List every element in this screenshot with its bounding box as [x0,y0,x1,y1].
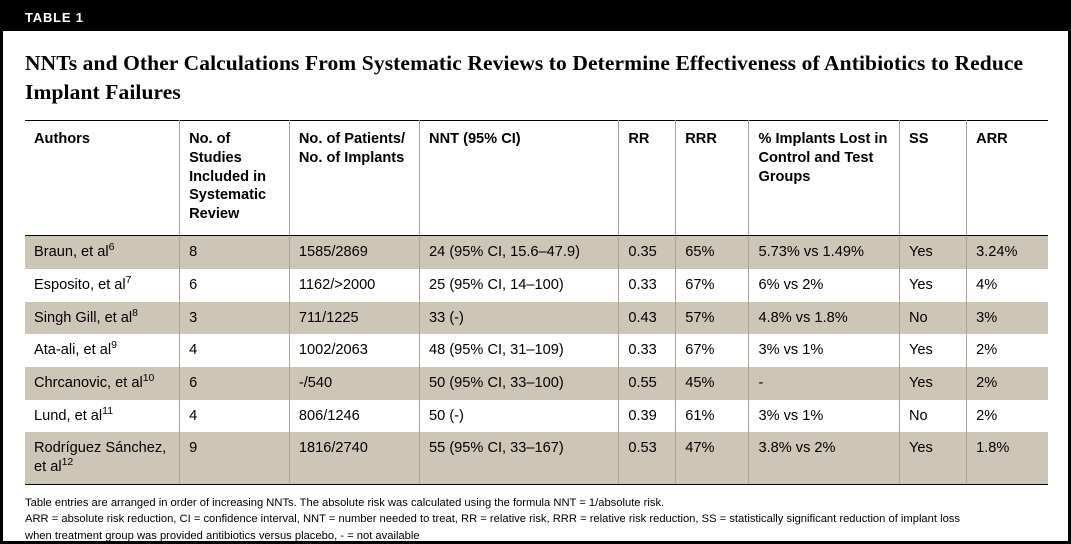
cell-studies: 6 [180,269,290,302]
cell-rrr: 45% [676,367,749,400]
cell-arr: 3.24% [967,236,1048,269]
cell-rr: 0.33 [619,269,676,302]
cell-patients: 1816/2740 [289,432,419,484]
reference-marker: 11 [102,404,114,417]
cell-patients: 1162/>2000 [289,269,419,302]
table-row [25,302,1048,335]
cell-implants: 6% vs 2% [749,269,900,302]
cell-rr: 0.53 [619,432,676,484]
reference-marker: 10 [142,372,155,385]
cell-ss: No [899,302,966,335]
table-banner [3,3,1068,31]
cell-ss: No [899,400,966,433]
cell-author: Ata-ali, et $al^9$ [25,334,180,367]
cell-nnt: 50 (-) [420,400,619,433]
cell-arr: 1.8% [967,432,1048,484]
cell-patients: 1002/2063 [289,334,419,367]
cell-patients: -/540 [289,367,419,400]
column-header-nnt: NNT (95% CI) [420,121,619,236]
cell-rrr: 47% [676,432,749,484]
table-row [25,367,1048,400]
reference-marker: 7 [125,274,132,286]
cell-implants: 3% vs 1% [749,334,900,367]
cell-studies: 8 [180,236,290,269]
table-row [25,432,1048,484]
footnote-line: ARR = absolute risk reduction, CI = confidence interval, NNT = number needed to treat, RR = relative risk, RRR = relative risk reduction, SS = statistically significant reduction of implant loss [25,513,960,526]
cell-studies: 4 [180,334,290,367]
column-header-studies: No. of Studies Included in Systematic Review [180,121,290,236]
column-header-patients: No. of Patients/ No. of Implants [289,121,419,236]
cell-implants: 3% vs 1% [749,400,900,433]
column-header-implants-lost: % Implants Lost in Control and Test Groups [749,121,900,236]
table-body [25,236,1048,484]
table-header-row [25,121,1048,236]
column-header-rrr: RRR [676,121,749,236]
column-header-rr: RR [619,121,676,236]
cell-rrr: 67% [676,269,749,302]
results-table [25,120,1048,484]
cell-studies: 3 [180,302,290,335]
table-title: NNTs and Other Calculations From Systematic Reviews to Determine Effectiveness of Antibiotics to Reduce Implant Failures [25,51,1024,104]
cell-author: Singh Gill, et $al^8$ [25,302,180,335]
column-header-authors: Authors [25,121,180,236]
cell-nnt: 50 (95% CI, 33–100) [420,367,619,400]
cell-author: Rodríguez Sánchez, et $al^{12}$ [25,432,180,484]
cell-nnt: 48 (95% CI, 31–109) [420,334,619,367]
reference-marker: 9 [111,339,117,352]
cell-ss: Yes [899,432,966,484]
reference-marker: 6 [108,241,115,254]
cell-patients: 1585/2869 [289,236,419,269]
cell-nnt: 24 (95% CI, 15.6–47.9) [420,236,619,269]
cell-arr: 3% [967,302,1048,335]
footnote-line: Table entries are arranged in order of increasing NNTs. The absolute risk was calculated using the formula NNT = 1/absolute risk. [25,496,665,509]
cell-author: Lund, et $al^{11}$ [25,400,180,433]
cell-rr: 0.39 [619,400,676,433]
reference-marker: 8 [132,306,138,319]
cell-nnt: 33 (-) [420,302,619,335]
footnote-line: when treatment group was provided antibiotics versus placebo, - = not available [25,530,420,543]
table-row [25,400,1048,433]
cell-ss: Yes [899,367,966,400]
cell-rrr: 61% [676,400,749,433]
column-header-ss: SS [899,121,966,236]
cell-author: Braun, et $al^6$ [25,236,180,269]
cell-patients: 806/1246 [289,400,419,433]
cell-ss: Yes [899,334,966,367]
cell-arr: 2% [967,367,1048,400]
table-row [25,334,1048,367]
cell-studies: 6 [180,367,290,400]
cell-studies: 9 [180,432,290,484]
cell-rrr: 57% [676,302,749,335]
cell-implants: 3.8% vs 2% [749,432,900,484]
cell-nnt: 25 (95% CI, 14–100) [420,269,619,302]
table-footnotes [25,496,1046,544]
table-banner-label: TABLE 1 [25,9,84,25]
column-header-arr: ARR [967,121,1048,236]
cell-patients: 711/1225 [289,302,419,335]
cell-rrr: 65% [676,236,749,269]
table-content [3,49,1068,544]
table-row [25,236,1048,269]
cell-implants: - [749,367,900,400]
cell-arr: 4% [967,269,1048,302]
reference-marker: 12 [61,456,74,469]
cell-ss: Yes [899,269,966,302]
cell-rr: 0.35 [619,236,676,269]
cell-rrr: 67% [676,334,749,367]
cell-rr: 0.55 [619,367,676,400]
table-row [25,269,1048,302]
cell-rr: 0.43 [619,302,676,335]
cell-rr: 0.33 [619,334,676,367]
cell-author: Esposito, et $al^7$ [25,269,180,302]
cell-arr: 2% [967,400,1048,433]
cell-author: Chrcanovic, et $al^{10}$ [25,367,180,400]
cell-implants: 4.8% vs 1.8% [749,302,900,335]
cell-studies: 4 [180,400,290,433]
cell-nnt: 55 (95% CI, 33–167) [420,432,619,484]
cell-ss: Yes [899,236,966,269]
cell-implants: 5.73% vs 1.49% [749,236,900,269]
cell-arr: 2% [967,334,1048,367]
